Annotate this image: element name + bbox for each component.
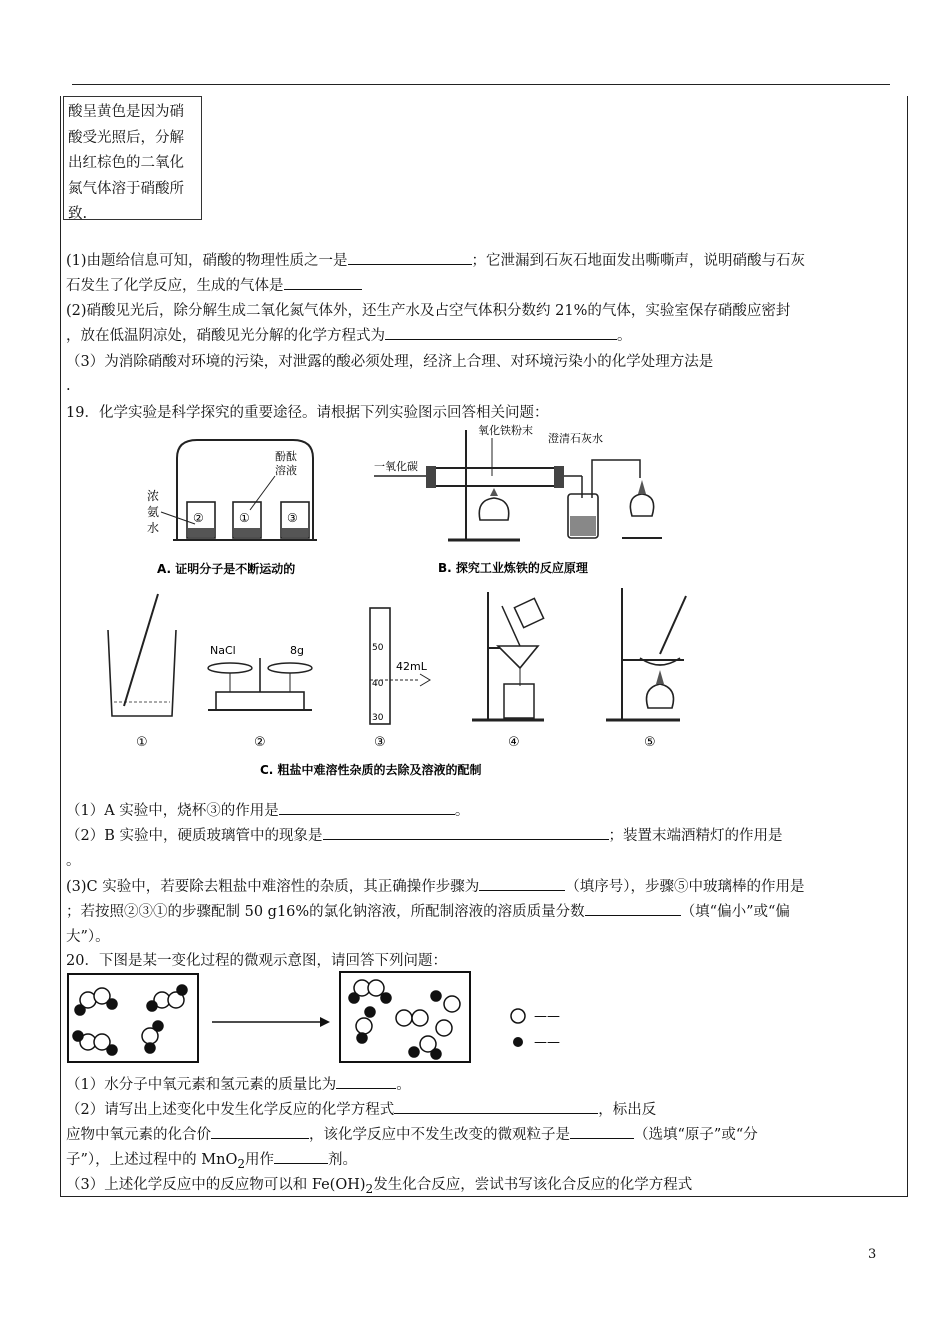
q19-figure-a [135,428,360,586]
q20-title: 20．下图是某一变化过程的微观示意图，请回答下列问题： [66,953,447,969]
beaker-label: ② [193,511,204,525]
answer-blank[interactable] [274,1151,328,1164]
nacl-label: NaCl [210,644,236,657]
figure-a-caption: A. 证明分子是不断运动的 [157,562,296,576]
volume-label: 42mL [396,660,427,673]
q18-part2-line1: (2)硝酸见光后，除分解生成二氧化氮气体外，还生产水及占空气体积分数约 21%的气体，实验室保存硝酸应密封 [66,303,791,319]
q19-answer1: （1）A 实验中，烧杯③的作用是 。 [66,803,470,819]
q20-diagram [64,970,584,1070]
answer-blank[interactable] [585,903,681,916]
legend-line: —— [534,1009,560,1024]
answer-blank[interactable] [385,327,617,340]
q20-answer2-line3: 子”），上述过程中的 MnO$_2$用作 剂。 [66,1152,358,1171]
q19-answer2-line1: （2）B 实验中，硬质玻璃管中的现象是 ；装置末端酒精灯的作用是 [66,828,783,844]
q18-part1-line1: (1)由题给信息可知，硝酸的物理性质之一是 ；它泄漏到石灰石地面发出嘶嘶声，说明硝酸与石灰 [66,253,806,269]
answer-blank[interactable] [348,252,472,265]
cylinder-tick: 40 [372,679,384,689]
legend-line: —— [534,1035,560,1050]
answer-blank[interactable] [570,1126,634,1139]
limewater-label: 澄清石灰水 [548,432,603,445]
step-label: ② [254,735,266,750]
co-label: 一氧化碳 [374,460,418,473]
beaker-label: ① [239,511,250,525]
cylinder-tick: 50 [372,643,384,653]
q19-answer3-line1: (3)C 实验中，若要除去粗盐中难溶性的杂质，其正确操作步骤为 （填序号），步骤⑤中玻璃棒的作用是 [66,879,805,895]
q19-figure-b [370,420,680,586]
q18-part2-line2: ，放在低温阴凉处，硝酸见光分解的化学方程式为 。 [66,328,632,344]
q18-part1-line2: 石发生了化学反应，生成的气体是 [66,277,898,295]
cylinder-tick: 30 [372,713,384,723]
step-label: ③ [374,735,386,750]
phenolphthalein-label: 酚酞 [275,450,297,463]
answer-blank[interactable] [336,1076,396,1089]
ammonia-label: 水 [147,521,160,535]
answer-blank[interactable] [284,277,362,290]
figure-c-caption: C. 粗盐中难溶性杂质的去除及溶液的配制 [260,763,482,777]
q20-answer1: （1）水分子中氧元素和氢元素的质量比为 。 [66,1077,411,1093]
answer-blank[interactable] [279,802,455,815]
beaker-label: ③ [287,511,298,525]
figure-b-caption: B. 探究工业炼铁的反应原理 [438,561,588,575]
q19-answer3-line3: 大”）。 [66,929,110,945]
info-box-line: 酸受光照后，分解 [68,129,184,146]
info-box-line: 氮气体溶于硝酸所 [68,180,184,197]
info-box [63,96,202,220]
header-rule [72,84,890,85]
info-box-line: 出红棕色的二氧化 [68,155,184,171]
answer-blank[interactable] [323,827,609,840]
page-number: 3 [868,1247,877,1262]
q20-answer2-line1: （2）请写出上述变化中发生化学反应的化学方程式 ，标出反 [66,1102,657,1118]
info-box-line: 酸呈黄色是因为硝 [68,104,184,120]
q19-figure-c [100,588,700,780]
answer-blank[interactable] [394,1101,598,1114]
answer-blank[interactable] [211,1126,309,1139]
q20-answer3: （3）上述化学反应中的反应物可以和 $Fe(OH)_2$发生化合反应，尝试书写该化合反应的化学方程式 [66,1177,693,1196]
q19-answer2-line2: 。 [66,853,81,869]
step-label: ① [136,735,148,750]
q18-part3-line2: . [66,378,71,394]
q20-answer2-line2: 应物中氧元素的化合价 ，该化学反应中不发生改变的微观粒子是 （选填“原子”或“分 [66,1127,758,1143]
answer-blank[interactable] [479,878,565,891]
info-box-line: 致. [68,206,88,222]
phenolphthalein-label: 溶液 [275,464,297,477]
ammonia-label: 氨 [147,505,160,519]
step-label: ⑤ [644,735,656,750]
step-label: ④ [508,735,520,750]
q18-part3-line1: （3）为消除硝酸对环境的污染，对泄露的酸必须处理，经济上合理、对环境污染小的化学处理方法是 [66,354,714,370]
q19-answer3-line2: ；若按照②③①的步骤配制 50 g16%的氯化钠溶液，所配制溶液的溶质质量分数 （填“偏小”或“偏 [66,904,790,920]
iron-oxide-label: 氧化铁粉末 [478,424,533,437]
ammonia-label: 浓 [147,489,160,503]
weight-label: 8g [290,644,304,657]
q19-title: 19．化学实验是科学探究的重要途径。请根据下列实验图示回答相关问题： [66,405,549,421]
